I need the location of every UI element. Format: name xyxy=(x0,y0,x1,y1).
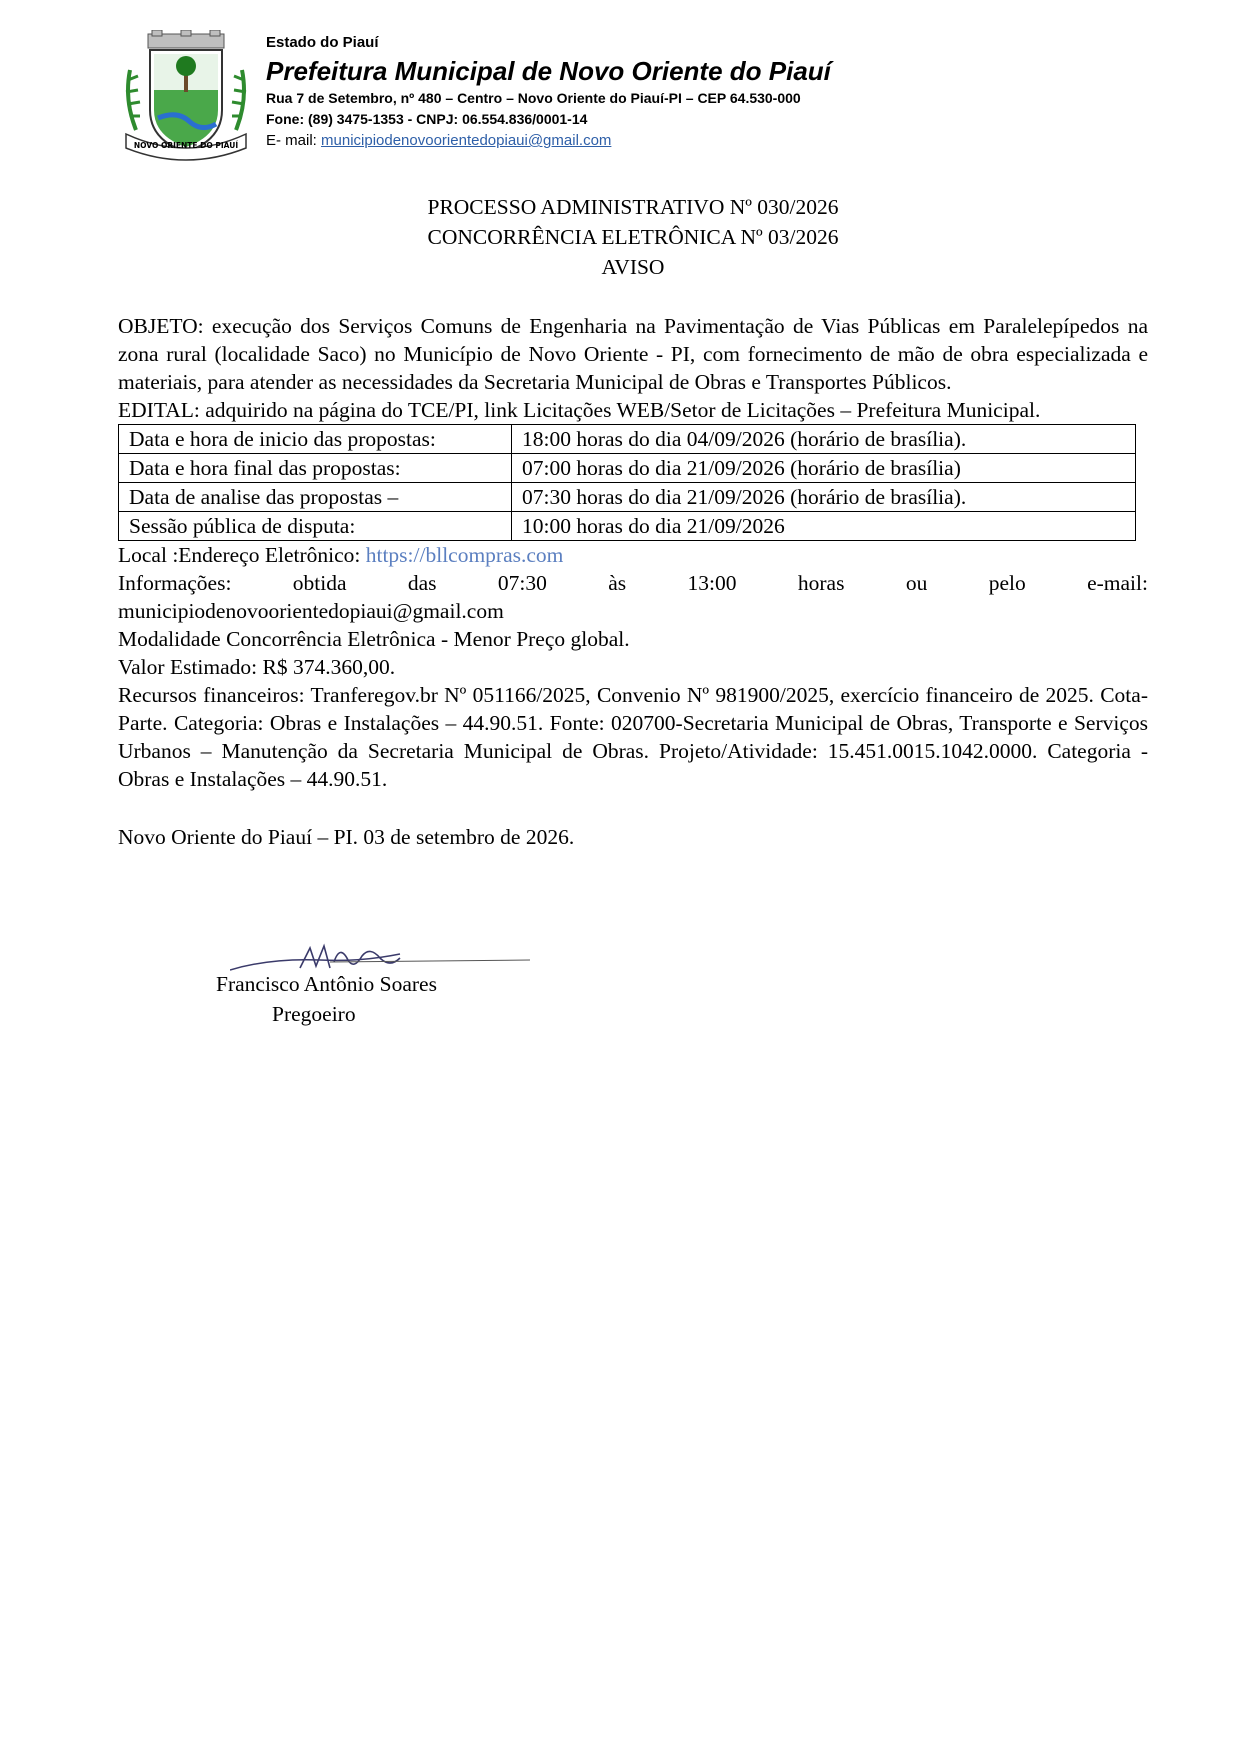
info-word: pelo xyxy=(988,571,1026,595)
schedule-table xyxy=(118,424,1136,541)
address-line: Rua 7 de Setembro, nº 480 – Centro – Novo Oriente do Piauí-PI – CEP 64.530-000 xyxy=(266,90,801,106)
edital-paragraph: EDITAL: adquirido na página do TCE/PI, link Licitações WEB/Setor de Licitações – Prefeitura Municipal. xyxy=(118,398,1041,422)
info-line xyxy=(118,569,1148,597)
info-word: horas xyxy=(797,571,845,595)
table-row xyxy=(119,483,1136,512)
phone-cnpj-line: Fone: (89) 3475-1353 - CNPJ: 06.554.836/0001-14 xyxy=(266,111,588,127)
crest-ribbon-text: NOVO ORIENTE DO PIAUÍ xyxy=(133,141,239,150)
info-word: das xyxy=(407,571,437,595)
recursos-paragraph: Recursos financeiros: Tranferegov.br Nº 051166/2025, Convenio Nº 981900/2025, exercício financeiro de 2025. Cota-Parte. Categoria: Obras e Instalações – 44.90.51. Fonte: 020700-Secretaria Municipal de Obras, Transporte e Serviços Urbanos – Manutenção da Secretaria Municipal de Obras. Projeto/Atividade: 15.451.0015.1042.0000. Categoria - Obras e Instalações – 44.90.51. xyxy=(118,683,1148,791)
letterhead-text xyxy=(266,32,831,152)
process-title: PROCESSO ADMINISTRATIVO Nº 030/2026 xyxy=(427,195,839,219)
local-label: Local :Endereço Eletrônico: xyxy=(118,543,366,567)
schedule-label: Data e hora final das propostas: xyxy=(119,454,512,483)
table-row xyxy=(119,512,1136,541)
notice-label: AVISO xyxy=(601,255,665,279)
schedule-value: 07:00 horas do dia 21/09/2026 (horário de brasília) xyxy=(512,454,1136,483)
info-word: e-mail: xyxy=(1087,571,1148,595)
info-email: municipiodenovoorientedopiaui@gmail.com xyxy=(118,599,504,623)
place-date-line: Novo Oriente do Piauí – PI. 03 de setembro de 2026. xyxy=(118,825,575,849)
schedule-value: 07:30 horas do dia 21/09/2026 (horário de brasília). xyxy=(512,483,1136,512)
bllcompras-link[interactable]: https://bllcompras.com xyxy=(365,543,564,567)
letterhead xyxy=(118,30,1118,170)
email-line xyxy=(266,130,831,152)
table-row xyxy=(119,454,1136,483)
schedule-label: Data de analise das propostas – xyxy=(119,483,512,512)
signer-role: Pregoeiro xyxy=(272,1002,356,1026)
schedule-value: 18:00 horas do dia 04/09/2026 (horário de brasília). xyxy=(512,425,1136,454)
modalidade-line: Modalidade Concorrência Eletrônica - Menor Preço global. xyxy=(118,627,630,651)
objeto-paragraph: OBJETO: execução dos Serviços Comuns de Engenharia na Pavimentação de Vias Públicas em Paralelepípedos na zona rural (localidade Saco) no Município de Novo Oriente - PI, com fornecimento de mão de obra especializada e materiais, para atender as necessidades da Secretaria Municipal de Obras e Transportes Públicos. xyxy=(118,314,1148,394)
email-label: E- mail: xyxy=(266,132,322,149)
signer-name: Francisco Antônio Soares xyxy=(216,972,437,996)
notice-titles xyxy=(118,192,1148,282)
info-word: às xyxy=(608,571,627,595)
schedule-label: Sessão pública de disputa: xyxy=(119,512,512,541)
info-word: obtida xyxy=(292,571,347,595)
state-name: Estado do Piauí xyxy=(266,34,379,51)
table-row xyxy=(119,425,1136,454)
signature-block xyxy=(210,940,530,1060)
prefecture-name: Prefeitura Municipal de Novo Oriente do Piauí xyxy=(266,56,831,86)
info-word: Informações: xyxy=(118,571,232,595)
info-word: ou xyxy=(905,571,928,595)
email-link[interactable]: municipiodenovoorientedopiaui@gmail.com xyxy=(321,132,612,149)
schedule-value: 10:00 horas do dia 21/09/2026 xyxy=(512,512,1136,541)
schedule-label: Data e hora de inicio das propostas: xyxy=(119,425,512,454)
tender-title: CONCORRÊNCIA ELETRÔNICA Nº 03/2026 xyxy=(427,225,839,249)
local-line xyxy=(118,541,1148,569)
valor-line: Valor Estimado: R$ 374.360,00. xyxy=(118,655,396,679)
municipal-coat-of-arms xyxy=(118,30,254,168)
info-word: 07:30 xyxy=(497,571,547,595)
info-word: 13:00 xyxy=(687,571,737,595)
notice-body xyxy=(118,192,1148,851)
